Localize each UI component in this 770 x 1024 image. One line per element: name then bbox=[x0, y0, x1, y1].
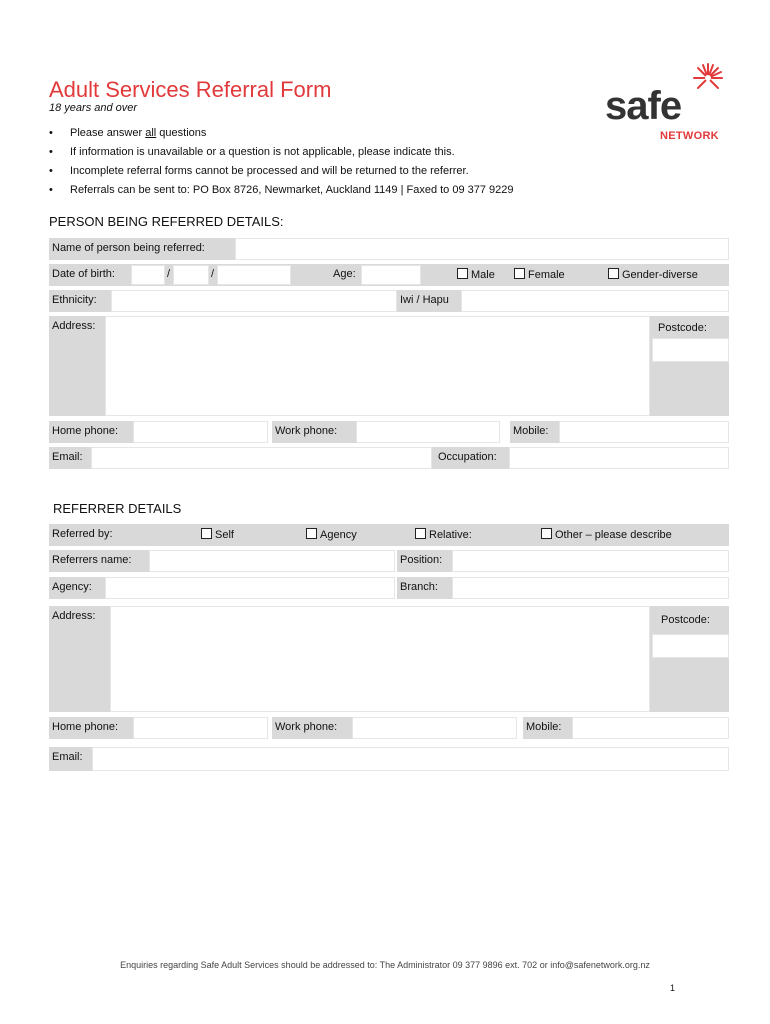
person-home-phone-field[interactable] bbox=[133, 421, 268, 443]
referrer-email-label: Email: bbox=[49, 747, 92, 771]
person-email-field[interactable] bbox=[91, 447, 432, 469]
form-subtitle: 18 years and over bbox=[49, 102, 138, 114]
referrer-postcode-label: Postcode: bbox=[650, 606, 729, 712]
age-field[interactable] bbox=[361, 265, 421, 285]
person-postcode-field[interactable] bbox=[652, 338, 729, 362]
person-postcode-label: Postcode: bbox=[650, 316, 729, 416]
bullet-icon: • bbox=[49, 127, 53, 139]
form-title: Adult Services Referral Form bbox=[49, 77, 332, 102]
instruction-text: Referrals can be sent to: PO Box 8726, Newmarket, Auckland 1149 | Faxed to 09 377 9229 bbox=[70, 184, 514, 196]
dob-separator: / bbox=[211, 268, 215, 280]
branch-field[interactable] bbox=[452, 577, 729, 599]
referrer-mobile-field[interactable] bbox=[572, 717, 729, 739]
instruction-text: If information is unavailable or a question is not applicable, please indicate this. bbox=[70, 146, 455, 158]
referrer-postcode-field[interactable] bbox=[652, 634, 729, 658]
person-address-field[interactable] bbox=[105, 316, 650, 416]
checkbox-icon[interactable] bbox=[201, 528, 212, 539]
referrer-section-title: REFERRER DETAILS bbox=[53, 501, 182, 516]
referrer-work-phone-label: Work phone: bbox=[272, 717, 352, 739]
iwi-label: Iwi / Hapu bbox=[397, 290, 461, 312]
instruction-text: questions bbox=[156, 127, 207, 139]
instruction-emphasis: all bbox=[145, 127, 157, 139]
position-field[interactable] bbox=[452, 550, 729, 572]
dob-year-field[interactable] bbox=[217, 265, 291, 285]
branch-label: Branch: bbox=[397, 577, 452, 599]
referrer-home-phone-label: Home phone: bbox=[49, 717, 133, 739]
person-work-phone-field[interactable] bbox=[356, 421, 500, 443]
occupation-field[interactable] bbox=[509, 447, 729, 469]
age-label: Age: bbox=[333, 268, 356, 280]
instruction-text: Incomplete referral forms cannot be processed and will be returned to the referrer. bbox=[70, 165, 469, 177]
iwi-field[interactable] bbox=[461, 290, 729, 312]
checkbox-icon[interactable] bbox=[514, 268, 525, 279]
referrer-home-phone-field[interactable] bbox=[133, 717, 268, 739]
page-number: 1 bbox=[670, 983, 676, 993]
referrer-work-phone-field[interactable] bbox=[352, 717, 517, 739]
dob-label: Date of birth: bbox=[52, 268, 115, 280]
person-email-label: Email: bbox=[49, 447, 91, 469]
referrer-name-field[interactable] bbox=[149, 550, 395, 572]
referred-by-relative-option[interactable]: Relative: bbox=[415, 524, 472, 541]
logo-word: safe bbox=[605, 84, 682, 128]
referrer-address-field[interactable] bbox=[110, 606, 650, 712]
dob-month-field[interactable] bbox=[173, 265, 209, 285]
ethnicity-field[interactable] bbox=[111, 290, 397, 312]
gender-male-option[interactable]: Male bbox=[457, 264, 495, 281]
person-name-label: Name of person being referred: bbox=[49, 238, 235, 260]
person-section-title: PERSON BEING REFERRED DETAILS: bbox=[49, 214, 284, 229]
referrer-email-field[interactable] bbox=[92, 747, 729, 771]
ethnicity-label: Ethnicity: bbox=[49, 290, 111, 312]
bullet-icon: • bbox=[49, 184, 53, 196]
gender-female-option[interactable]: Female bbox=[514, 264, 565, 281]
dob-separator: / bbox=[167, 268, 171, 280]
position-label: Position: bbox=[397, 550, 452, 572]
referred-by-self-option[interactable]: Self bbox=[201, 524, 234, 541]
checkbox-icon[interactable] bbox=[541, 528, 552, 539]
checkbox-icon[interactable] bbox=[457, 268, 468, 279]
bullet-icon: • bbox=[49, 165, 53, 177]
occupation-label: Occupation: bbox=[432, 447, 509, 469]
dob-day-field[interactable] bbox=[131, 265, 165, 285]
referrer-mobile-label: Mobile: bbox=[523, 717, 572, 739]
instruction-text: Please answer bbox=[70, 127, 146, 139]
referred-by-other-option[interactable]: Other – please describe bbox=[541, 524, 672, 541]
footer-enquiries: Enquiries regarding Safe Adult Services should be addressed to: The Administrator 09 377 9896 ext. 702 or info@safenetwork.org.nz bbox=[120, 960, 650, 970]
checkbox-icon[interactable] bbox=[608, 268, 619, 279]
bullet-icon: • bbox=[49, 146, 53, 158]
person-mobile-field[interactable] bbox=[559, 421, 729, 443]
safe-network-logo bbox=[600, 58, 732, 146]
person-address-label: Address: bbox=[49, 316, 105, 416]
person-home-phone-label: Home phone: bbox=[49, 421, 133, 443]
referred-by-label: Referred by: bbox=[52, 528, 113, 540]
gender-diverse-option[interactable]: Gender-diverse bbox=[608, 264, 698, 281]
logo-network: NETWORK bbox=[660, 130, 719, 142]
person-work-phone-label: Work phone: bbox=[272, 421, 356, 443]
checkbox-icon[interactable] bbox=[415, 528, 426, 539]
person-name-field[interactable] bbox=[235, 238, 729, 260]
referrer-name-label: Referrers name: bbox=[49, 550, 149, 572]
referred-by-agency-option[interactable]: Agency bbox=[306, 524, 357, 541]
agency-label: Agency: bbox=[49, 577, 105, 599]
referrer-address-label: Address: bbox=[49, 606, 110, 712]
person-mobile-label: Mobile: bbox=[510, 421, 559, 443]
agency-field[interactable] bbox=[105, 577, 395, 599]
checkbox-icon[interactable] bbox=[306, 528, 317, 539]
